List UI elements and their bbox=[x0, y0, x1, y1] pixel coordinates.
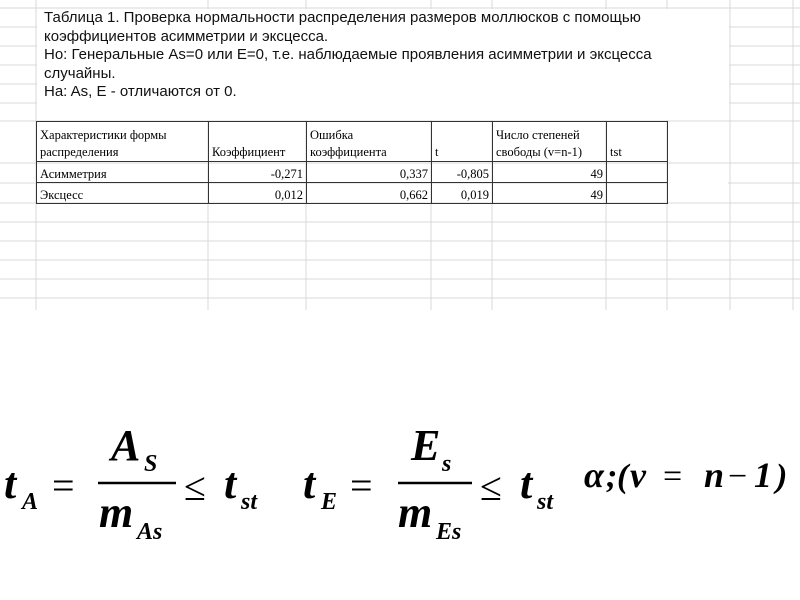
f2-rhs-sub: st bbox=[537, 489, 554, 515]
cond-minus: − bbox=[728, 458, 748, 495]
f2-numerator: E bbox=[411, 421, 441, 470]
header-characteristic[interactable] bbox=[37, 122, 209, 162]
cond-n: n bbox=[704, 455, 725, 495]
cell-tst[interactable] bbox=[607, 183, 668, 204]
cond-semicolon: ; bbox=[606, 458, 618, 495]
cell-t[interactable]: -0,805 bbox=[432, 162, 493, 183]
cell-name[interactable]: Эксцесс bbox=[37, 183, 209, 204]
f1-denominator: m bbox=[99, 488, 134, 537]
formula-area bbox=[0, 405, 800, 565]
header-t-label: t bbox=[435, 145, 439, 159]
cell-error[interactable]: 0,337 bbox=[307, 162, 432, 183]
f1-lhs: t bbox=[4, 459, 17, 508]
table-header-row bbox=[37, 122, 668, 162]
f2-lhs: t bbox=[303, 459, 316, 508]
header-coefficient[interactable] bbox=[209, 122, 307, 162]
cond-alpha: α bbox=[584, 455, 604, 495]
f1-denominator-sub: As bbox=[137, 519, 163, 545]
formula-excess bbox=[303, 421, 554, 545]
f1-rhs: t bbox=[224, 459, 237, 508]
header-tst[interactable] bbox=[607, 122, 668, 162]
header-characteristic-line-2: распределения bbox=[40, 145, 119, 159]
f1-leq: ≤ bbox=[184, 464, 206, 509]
table-row-asymmetry bbox=[37, 162, 668, 183]
cell-df[interactable]: 49 bbox=[493, 162, 607, 183]
f1-numerator-sub: S bbox=[144, 451, 158, 477]
f2-equals: = bbox=[350, 463, 373, 508]
header-degrees-of-freedom[interactable] bbox=[493, 122, 607, 162]
cond-close-paren: ) bbox=[776, 458, 788, 495]
caption-line-4: случайны. bbox=[44, 64, 116, 82]
f2-rhs: t bbox=[520, 459, 533, 508]
cell-error[interactable]: 0,662 bbox=[307, 183, 432, 204]
caption-line-3: Ho: Генеральные As=0 или E=0, т.е. наблюдаемые проявления асимметрии и эксцесса bbox=[44, 46, 652, 63]
normality-table bbox=[36, 121, 668, 204]
f1-rhs-sub: st bbox=[241, 489, 258, 515]
f2-denominator: m bbox=[398, 488, 433, 537]
cond-nu: ν bbox=[630, 455, 646, 495]
caption-line-5: Ha: As, E - отличаются от 0. bbox=[44, 83, 237, 100]
formula-condition bbox=[584, 455, 787, 495]
cond-one: 1 bbox=[754, 455, 772, 495]
cell-coefficient[interactable]: -0,271 bbox=[209, 162, 307, 183]
cell-coefficient[interactable]: 0,012 bbox=[209, 183, 307, 204]
header-coefficient-label: Коэффициент bbox=[212, 145, 286, 159]
cell-t[interactable]: 0,019 bbox=[432, 183, 493, 204]
f2-numerator-sub: s bbox=[442, 451, 452, 477]
cell-df[interactable]: 49 bbox=[493, 183, 607, 204]
caption-line-2: коэффициентов асимметрии и эксцесса. bbox=[44, 27, 329, 45]
cell-tst[interactable] bbox=[607, 162, 668, 183]
f2-leq: ≤ bbox=[480, 464, 502, 509]
table-caption bbox=[44, 9, 764, 102]
header-t[interactable] bbox=[432, 122, 493, 162]
f2-denominator-sub: Es bbox=[436, 519, 462, 545]
header-error-line-1: Ошибка bbox=[310, 128, 354, 142]
cell-name[interactable]: Асимметрия bbox=[37, 162, 209, 183]
caption-line-1: Таблица 1. Проверка нормальности распределения размеров моллюсков с помощью bbox=[44, 9, 641, 26]
header-error[interactable] bbox=[307, 122, 432, 162]
f2-lhs-sub: E bbox=[321, 489, 338, 515]
f1-lhs-sub: A bbox=[22, 489, 39, 515]
header-tst-label: tst bbox=[610, 145, 622, 159]
cond-open-paren: ( bbox=[617, 458, 629, 495]
f1-numerator: A bbox=[111, 421, 141, 470]
header-characteristic-line-1: Характеристики формы bbox=[40, 128, 167, 142]
header-error-line-2: коэффициента bbox=[310, 145, 387, 159]
cond-equals: = bbox=[663, 458, 683, 495]
header-df-line-2: свободы (v=n-1) bbox=[496, 145, 583, 159]
table-row-excess bbox=[37, 183, 668, 204]
header-df-line-1: Число степеней bbox=[496, 128, 580, 142]
f1-equals: = bbox=[52, 463, 75, 508]
formula-asymmetry bbox=[4, 421, 258, 545]
